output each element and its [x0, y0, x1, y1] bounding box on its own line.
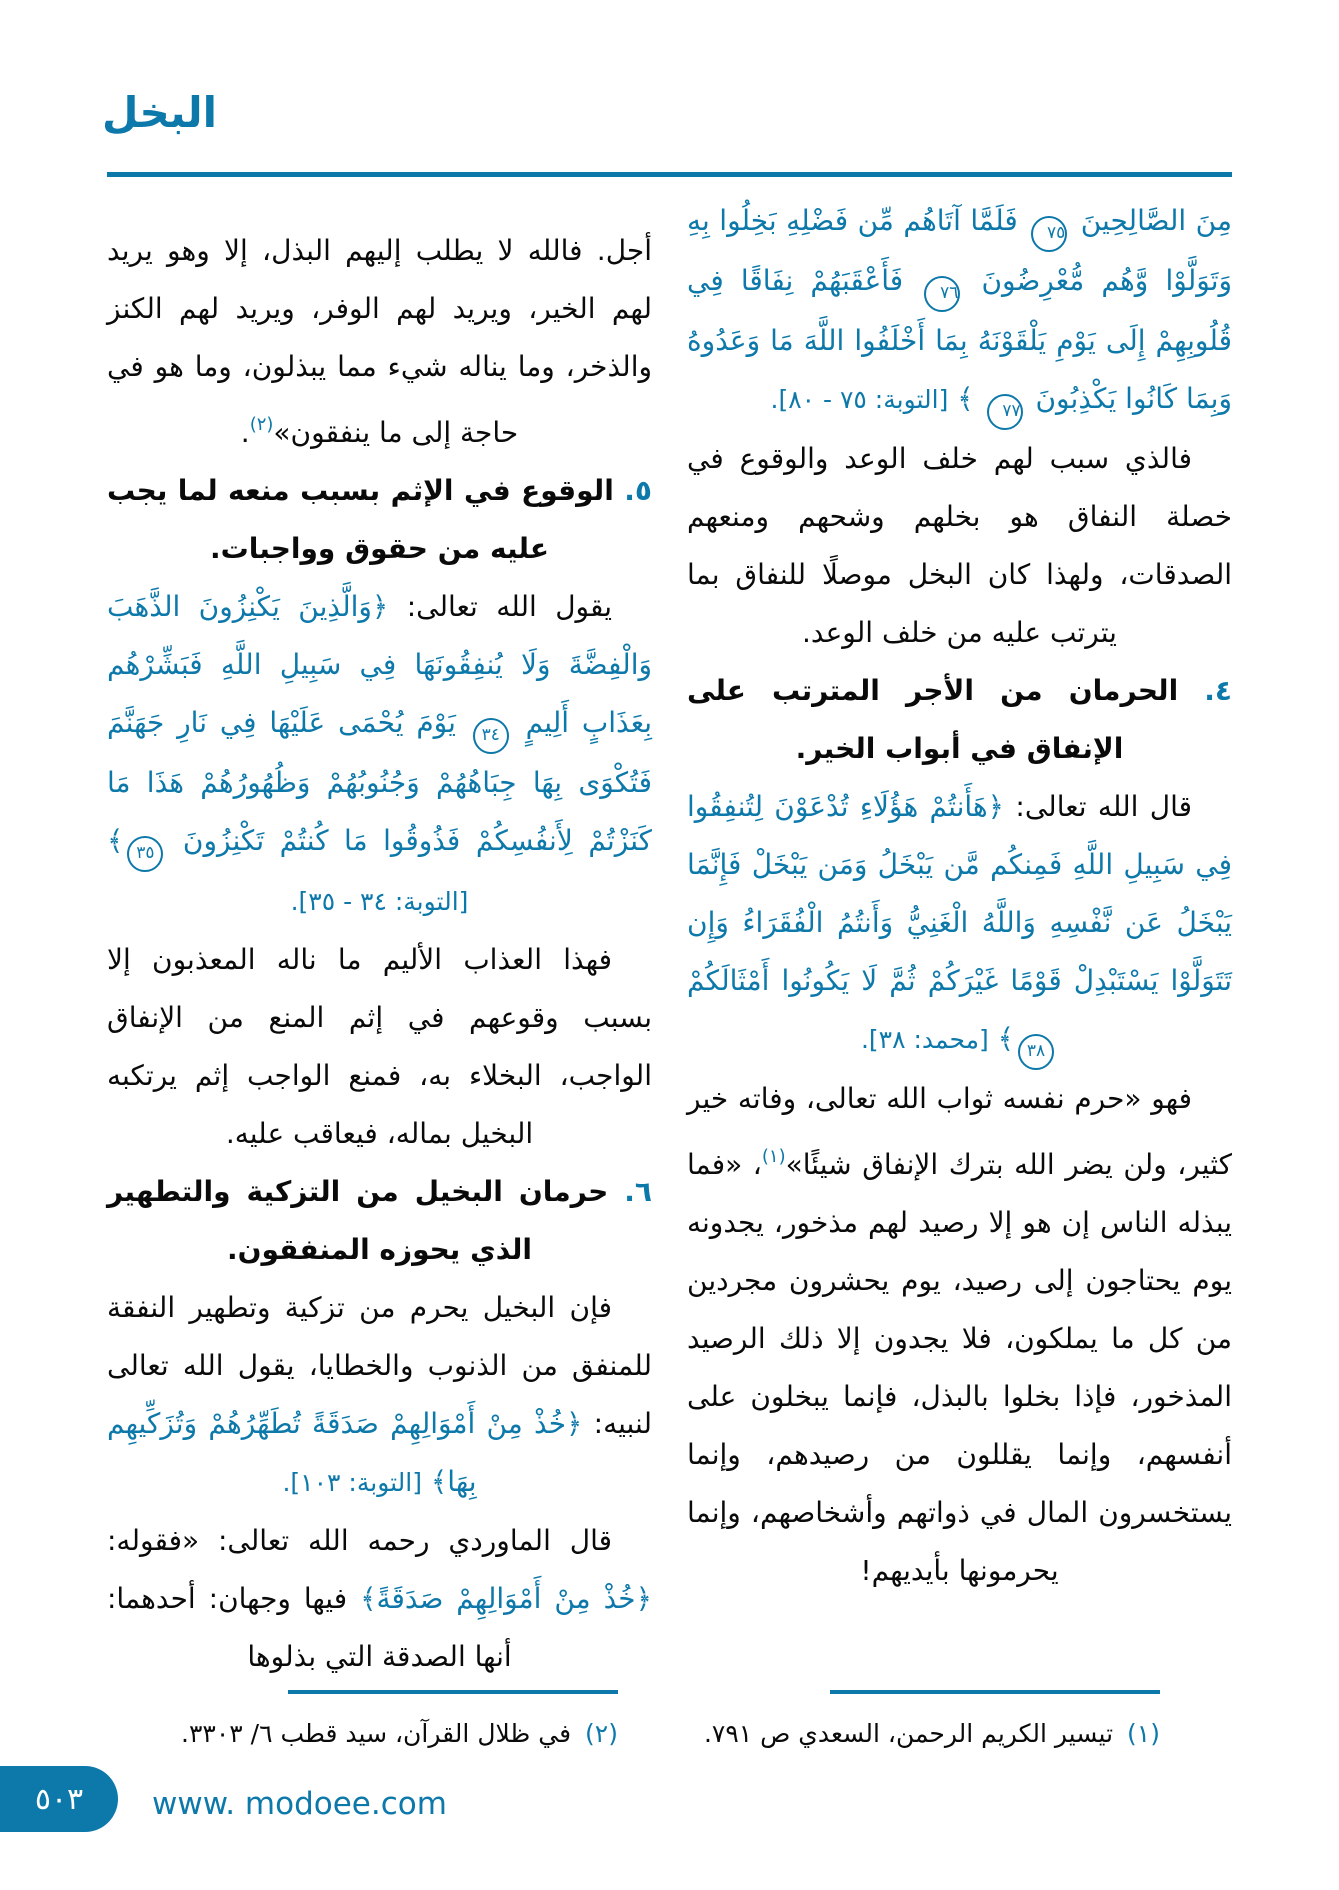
verse-reference: [التوبة: ١٠٣]. [282, 1468, 422, 1497]
quran-text: مِنَ الصَّالِحِينَ [1071, 204, 1232, 237]
quran-text: فَلَمَّا آتَاهُم مِّن فَضْلِهِ بَخِلُوا بِهِ وَتَوَلَّوْا وَّهُم مُّعْرِضُونَ [687, 204, 1233, 297]
body-text: فالذي سبب لهم خلف الوعد والوقوع في خصلة النفاق هو بخلهم وشحهم ومنعهم الصدقات، ولهذا كان البخل موصلًا للنفاق بما يترتب عليه من خلف الوعد. [687, 442, 1232, 649]
page-number-badge [0, 1766, 118, 1832]
left-column [107, 192, 652, 1686]
heading-number: ٦. [608, 1175, 653, 1208]
quran-text: ﴿هَأَنتُمْ هَؤُلَاءِ تُدْعَوْنَ لِتُنفِقُوا فِي سَبِيلِ اللَّهِ فَمِنكُم مَّن يَبْخَلُ وَمَن يَبْخَلْ فَإِنَّمَا يَبْخَلُ عَن نَّفْسِهِ وَاللَّهُ الْغَنِيُّ وَأَنتُمُ الْفُقَرَاءُ وَإِن تَتَوَلَّوْا يَسْتَبْدِلْ قَوْمًا غَيْرَكُمْ ثُمَّ لَا يَكُونُوا أَمْثَالَكُمْ [687, 790, 1232, 997]
ayah-number: ٣٥ [127, 836, 163, 872]
footnote-number: (١) [1127, 1719, 1160, 1748]
quran-text: ﴾ [107, 824, 124, 857]
body-paragraph [687, 1070, 1232, 1600]
ayah-number: ٧٧ [987, 394, 1023, 430]
section-heading [107, 462, 652, 578]
header-divider [107, 172, 1232, 177]
quran-verse-block [687, 192, 1232, 430]
page-number: ٥٠٣ [34, 1781, 84, 1817]
body-text: فهذا العذاب الأليم ما ناله المعذبون إلا بسبب وقوعهم في إثم المنع من الإنفاق الواجب، البخلاء به، فمنع الواجب إثم يرتكبه البخيل بماله، فيعاقب عليه. [107, 943, 652, 1150]
body-text: الوقوع في الإثم بسبب منعه لما يجب عليه من حقوق وواجبات. [107, 474, 614, 565]
website-url: www. modoee.com [152, 1786, 447, 1822]
heading-number: ٥. [613, 474, 652, 507]
body-paragraph [107, 1512, 652, 1686]
body-text: فإن البخيل يحرم من تزكية وتطهير النفقة للمنفق من الذنوب والخطايا، يقول الله تعالى لنبيه: [107, 1291, 652, 1440]
quran-text: ﴾ [948, 382, 983, 415]
footnote-left [181, 1712, 618, 1756]
verse-reference: [التوبة: ٣٤ - ٣٥]. [290, 887, 469, 916]
body-text: . [240, 416, 250, 449]
body-paragraph [107, 931, 652, 1163]
quran-text: ﴿وَالَّذِينَ يَكْنِزُونَ الذَّهَبَ وَالْفِضَّةَ وَلَا يُنفِقُونَهَا فِي سَبِيلِ اللَّهِ فَبَشِّرْهُم بِعَذَابٍ أَلِيمٍ [107, 590, 652, 739]
footnote-text: في ظلال القرآن، سيد قطب ٦/ ٣٣٠٣. [181, 1719, 572, 1748]
body-paragraph [107, 222, 652, 462]
body-text: حرمان البخيل من التزكية والتطهير الذي يحوزه المنفقون. [107, 1175, 609, 1266]
body-paragraph [107, 578, 652, 931]
quran-text: ﴿خُذْ مِنْ أَمْوَالِهِمْ صَدَقَةً تُطَهِّرُهُمْ وَتُزَكِّيهِم بِهَا﴾ [107, 1407, 583, 1498]
quran-text: فَأَعْقَبَهُمْ نِفَاقًا فِي قُلُوبِهِمْ إِلَى يَوْمِ يَلْقَوْنَهُ بِمَا أَخْلَفُوا اللَّهَ مَا وَعَدُوهُ وَبِمَا كَانُوا يَكْذِبُونَ [687, 264, 1232, 415]
quran-text: ﴿خُذْ مِنْ أَمْوَالِهِمْ صَدَقَةً﴾ [360, 1582, 652, 1615]
footnote-number: (٢) [585, 1719, 618, 1748]
body-paragraph [107, 1279, 652, 1512]
body-text: أجل. فالله لا يطلب إليهم البذل، إلا وهو يريد لهم الخير، ويريد لهم الوفر، ويريد لهم الكنز والذخر، وما يناله شيء مما يبذلون، وما هو في حاجة إلى ما ينفقون» [107, 234, 652, 449]
quran-text: ﴾ [988, 1022, 1015, 1055]
footnote-divider-left [288, 1690, 618, 1694]
body-text: يقول الله تعالى: [388, 590, 612, 623]
body-text: فهو «حرم نفسه ثواب الله تعالى، وفاته خير كثير، ولن يضر الله بترك الإنفاق شيئًا» [687, 1082, 1233, 1181]
section-heading [687, 662, 1232, 778]
quran-text: يَوْمَ يُحْمَى عَلَيْهَا فِي نَارِ جَهَنَّمَ فَتُكْوَى بِهَا جِبَاهُهُمْ وَجُنُوبُهُمْ وَظُهُورُهُمْ هَذَا مَا كَنَزْتُمْ لِأَنفُسِكُمْ فَذُوقُوا مَا كُنتُمْ تَكْنِزُونَ [107, 706, 652, 857]
ayah-number: ٣٤ [473, 718, 509, 754]
heading-number: ٤. [1178, 674, 1232, 707]
body-text: قال الماوردي رحمه الله تعالى: «فقوله: [107, 1524, 612, 1557]
footnote-text: تيسير الكريم الرحمن، السعدي ص ٧٩١. [703, 1719, 1114, 1748]
body-paragraph [687, 430, 1232, 662]
ayah-number: ٧٦ [924, 276, 960, 312]
body-text: ، «فما يبذله الناس إن هو إلا رصيد لهم مذخور، يجدونه يوم يحتاجون إلى رصيد، يوم يحشرون مجردين من كل ما يملكون، فلا يجدون إلا ذلك الرصيد المذخور، فإذا بخلوا بالبذل، فإنما يبخلون على أنفسهم، وإنما يقللون من رصيدهم، وإنما يستخسرون المال في ذواتهم وأشخاصهم، وإنما يحرمونها بأيديهم! [687, 1148, 1232, 1587]
footnote-divider-right [830, 1690, 1160, 1694]
ayah-number: ٣٨ [1018, 1034, 1054, 1070]
section-heading [107, 1163, 652, 1279]
footnote-marker: (١) [761, 1146, 786, 1167]
body-paragraph [687, 778, 1232, 1070]
verse-reference: [التوبة: ٧٥ - ٨٠]. [770, 385, 949, 414]
ayah-number: ٧٥ [1031, 216, 1067, 252]
body-text: قال الله تعالى: [1004, 790, 1192, 823]
footnote-right [704, 1712, 1160, 1756]
verse-reference: [محمد: ٣٨]. [860, 1025, 989, 1054]
body-text: فيها وجهان: أحدهما: أنها الصدقة التي بذلوها [107, 1582, 512, 1673]
right-column [687, 192, 1232, 1600]
body-text: الحرمان من الأجر المترتب على الإنفاق في أبواب الخير. [687, 674, 1179, 765]
page-header-title: البخل [102, 88, 218, 137]
footnote-marker: (٢) [249, 414, 274, 435]
